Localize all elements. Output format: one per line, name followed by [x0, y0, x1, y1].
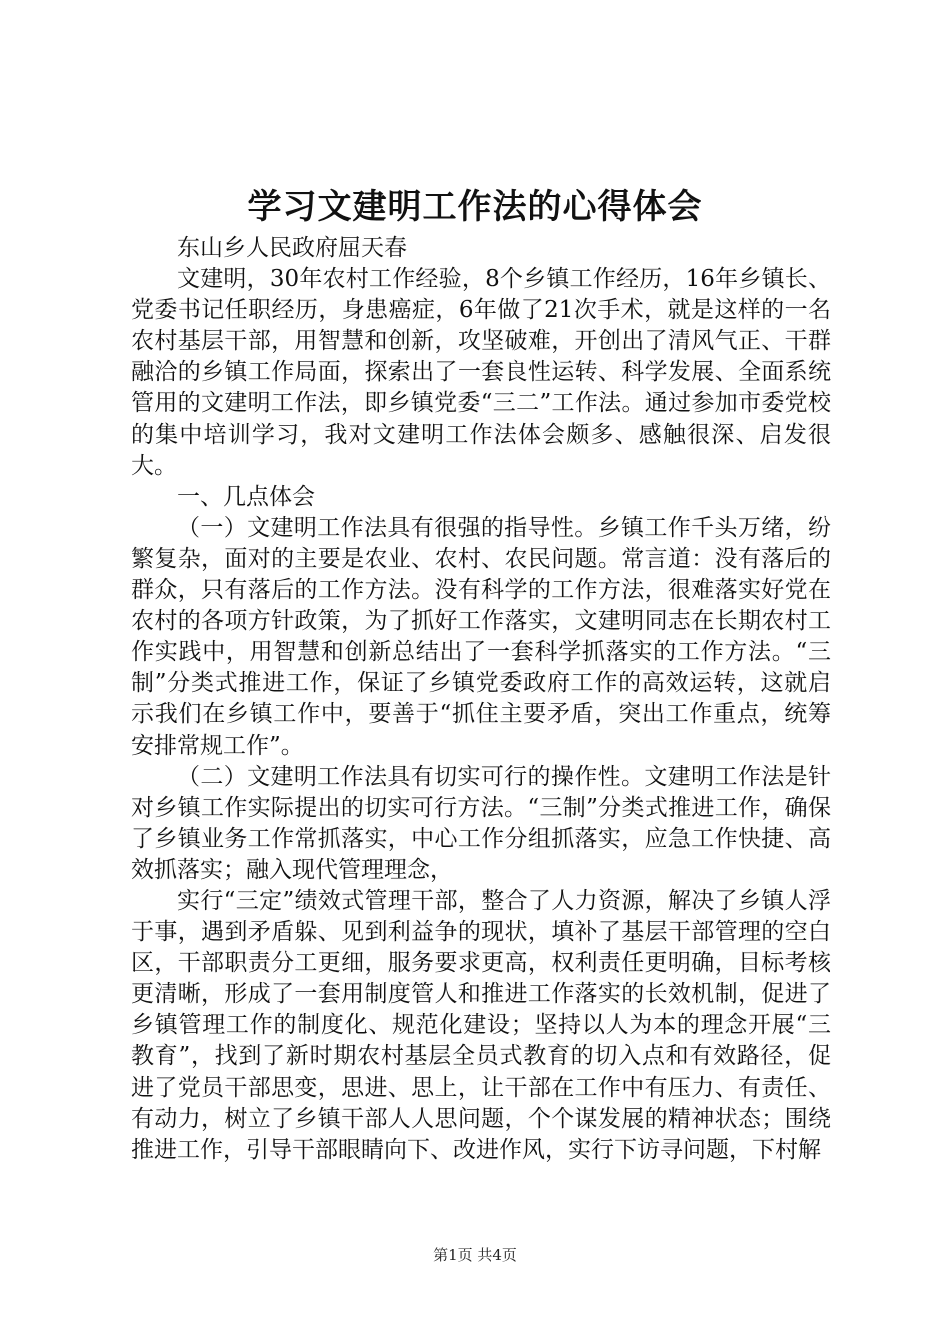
paragraph-continuation: 实行“三定”绩效式管理干部，整合了人力资源，解决了乡镇人浮于事，遇到矛盾躲、见到利益争的现状，填补了基层干部管理的空白区，干部职责分工更细，服务要求更高，权利责任更明确，目标考核更清晰，形成了一套用制度管人和推进工作落实的长效机制，促进了乡镇管理工作的制度化、规范化建设；坚持以人为本的理念开展“三教育”，找到了新时期农村基层全员式教育的切入点和有效路径，促进了党员干部思变，思进、思上，让干部在工作中有压力、有责任、有动力，树立了乡镇干部人人思问题，个个谋发展的精神状态；围绕推进工作，引导干部眼睛向下、改进作风，实行下访寻问题，下村解 [131, 887, 831, 1163]
author-line: 东山乡人民政府屈天春 [177, 235, 407, 261]
document-title: 学习文建明工作法的心得体会 [247, 187, 703, 227]
paragraph-point-1: （一）文建明工作法具有很强的指导性。乡镇工作千头万绪，纷繁复杂，面对的主要是农业、农村、农民问题。常言道：没有落后的群众，只有落后的工作方法。没有科学的工作方法，很难落实好党在农村的各项方针政策，为了抓好工作落实，文建明同志在长期农村工作实践中，用智慧和创新总结出了一套科学抓落实的工作方法。“三制”分类式推进工作，保证了乡镇党委政府工作的高效运转，这就启示我们在乡镇工作中，要善于“抓住主要矛盾，突出工作重点，统筹安排常规工作”。 [131, 514, 831, 759]
paragraph-point-2: （二）文建明工作法具有切实可行的操作性。文建明工作法是针对乡镇工作实际提出的切实可行方法。“三制”分类式推进工作，确保了乡镇业务工作常抓落实，中心工作分组抓落实，应急工作快捷、高效抓落实；融入现代管理理念， [131, 763, 831, 883]
document-body [131, 233, 831, 1166]
section-heading: 一、几点体会 [177, 483, 315, 510]
page-footer: 第1页 共4页 [433, 1246, 517, 1264]
paragraph-intro: 文建明，30年农村工作经验，8个乡镇工作经历，16年乡镇长、党委书记任职经历，身患癌症，6年做了21次手术，就是这样的一名农村基层干部，用智慧和创新，攻坚破难，开创出了清风气正、干群融洽的乡镇工作局面，探索出了一套良性运转、科学发展、全面系统管用的文建明工作法，即乡镇党委“三二”工作法。通过参加市委党校的集中培训学习，我对文建明工作法体会颇多、感触很深、启发很大。 [131, 266, 831, 479]
